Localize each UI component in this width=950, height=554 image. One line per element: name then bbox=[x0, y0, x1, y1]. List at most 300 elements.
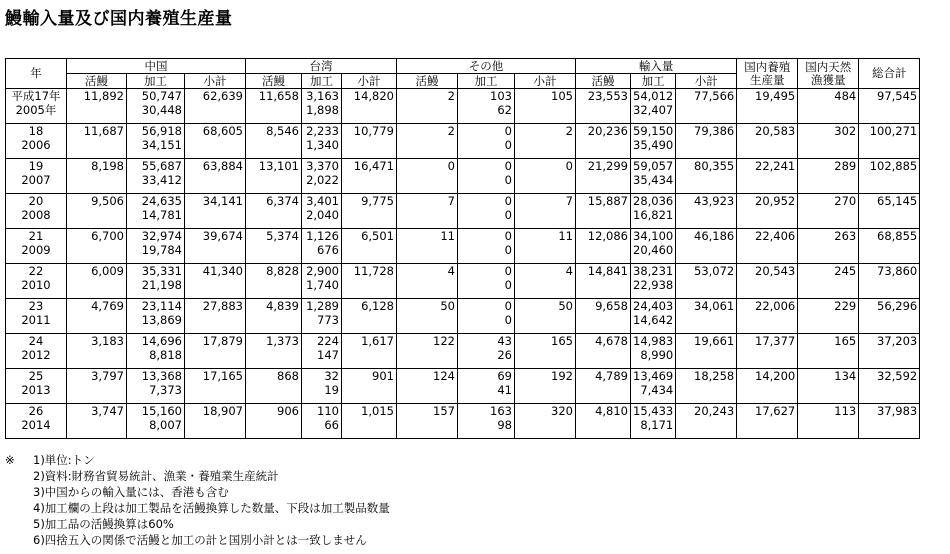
other-processed-value: 0 bbox=[504, 313, 512, 327]
taiwan-processed-cell bbox=[302, 334, 342, 369]
sub-header-live: 活鰻 bbox=[397, 74, 458, 89]
china-processed-cell bbox=[127, 229, 185, 264]
grand-total-cell: 73,860 bbox=[859, 264, 920, 299]
year-cell bbox=[6, 229, 67, 264]
taiwan-processed-value: 3,163 bbox=[306, 89, 339, 103]
table-row bbox=[6, 369, 920, 404]
sub-header-live: 活鰻 bbox=[67, 74, 127, 89]
other-processed-value: 103 bbox=[490, 89, 512, 103]
year-label: 2005年 bbox=[15, 103, 57, 117]
other-processed-value: 0 bbox=[504, 208, 512, 222]
china-processed-value: 33,412 bbox=[141, 173, 182, 187]
other-live-cell: 7 bbox=[397, 194, 458, 229]
china-processed-cell bbox=[127, 194, 185, 229]
group-header-taiwan: 台湾 bbox=[246, 59, 397, 74]
taiwan-subtotal-cell: 10,779 bbox=[342, 124, 397, 159]
year-cell bbox=[6, 194, 67, 229]
other-subtotal-cell: 320 bbox=[515, 404, 576, 439]
other-processed-value: 26 bbox=[497, 348, 512, 362]
footnote-marker: ※ bbox=[5, 453, 15, 467]
year-label: 2013 bbox=[21, 383, 51, 397]
other-processed-value: 0 bbox=[504, 124, 512, 138]
domestic-farm-cell: 17,377 bbox=[737, 334, 798, 369]
table-row bbox=[6, 124, 920, 159]
imports-live-cell: 21,299 bbox=[576, 159, 631, 194]
footnote-4: 4)加工欄の上段は加工製品を活鰻換算した数量、下段は加工製品数量 bbox=[33, 501, 390, 515]
footnote-5: 5)加工品の活鰻換算は60% bbox=[33, 517, 174, 531]
other-live-cell: 124 bbox=[397, 369, 458, 404]
other-live-cell: 11 bbox=[397, 229, 458, 264]
imports-subtotal-cell: 34,061 bbox=[676, 299, 737, 334]
china-live-cell: 3,747 bbox=[67, 404, 127, 439]
imports-subtotal-cell: 80,355 bbox=[676, 159, 737, 194]
china-processed-cell bbox=[127, 334, 185, 369]
other-processed-cell bbox=[458, 124, 515, 159]
year-label: 25 bbox=[28, 369, 44, 383]
other-processed-cell bbox=[458, 369, 515, 404]
imports-processed-cell bbox=[631, 194, 676, 229]
imports-processed-value: 22,938 bbox=[633, 278, 674, 292]
year-header: 年 bbox=[6, 59, 67, 89]
footnote-6: 6)四捨五入の関係で活鰻と加工の計と国別小計とは一致しません bbox=[33, 533, 367, 547]
group-header-china: 中国 bbox=[67, 59, 246, 74]
imports-live-cell: 14,841 bbox=[576, 264, 631, 299]
imports-processed-value: 14,642 bbox=[633, 313, 674, 327]
grand-total-cell: 56,296 bbox=[859, 299, 920, 334]
china-processed-value: 13,368 bbox=[141, 369, 182, 383]
taiwan-live-cell: 6,374 bbox=[246, 194, 302, 229]
imports-processed-value: 16,821 bbox=[633, 208, 674, 222]
china-processed-value: 21,198 bbox=[141, 278, 182, 292]
year-label: 22 bbox=[28, 264, 44, 278]
taiwan-processed-value: 1,126 bbox=[306, 229, 339, 243]
other-live-cell: 50 bbox=[397, 299, 458, 334]
china-processed-value: 15,160 bbox=[141, 404, 182, 418]
taiwan-subtotal-cell: 11,728 bbox=[342, 264, 397, 299]
taiwan-processed-cell bbox=[302, 89, 342, 124]
sub-header-processed: 加工 bbox=[458, 74, 515, 89]
imports-subtotal-cell: 18,258 bbox=[676, 369, 737, 404]
taiwan-processed-value: 2,040 bbox=[306, 208, 339, 222]
footnotes bbox=[5, 452, 390, 548]
domestic-wild-header-line2: 漁獲量 bbox=[811, 72, 846, 87]
imports-processed-value: 35,434 bbox=[633, 173, 674, 187]
china-subtotal-cell: 17,165 bbox=[185, 369, 246, 404]
imports-subtotal-cell: 53,072 bbox=[676, 264, 737, 299]
china-processed-value: 7,373 bbox=[149, 383, 182, 397]
other-processed-cell bbox=[458, 159, 515, 194]
other-subtotal-cell: 4 bbox=[515, 264, 576, 299]
china-processed-value: 14,781 bbox=[141, 208, 182, 222]
china-processed-value: 56,918 bbox=[141, 124, 182, 138]
footnote-text: 1)単位:トン bbox=[33, 453, 95, 467]
imports-processed-cell bbox=[631, 299, 676, 334]
domestic-farm-cell: 22,241 bbox=[737, 159, 798, 194]
china-live-cell: 3,183 bbox=[67, 334, 127, 369]
imports-processed-cell bbox=[631, 334, 676, 369]
table-body bbox=[6, 89, 920, 439]
imports-processed-value: 8,990 bbox=[640, 348, 674, 362]
taiwan-processed-cell bbox=[302, 404, 342, 439]
eel-import-table bbox=[5, 58, 920, 439]
imports-subtotal-cell: 20,243 bbox=[676, 404, 737, 439]
page-title: 鰻輸入量及び国内養殖生産量 bbox=[5, 9, 233, 29]
china-live-cell: 3,797 bbox=[67, 369, 127, 404]
taiwan-processed-cell bbox=[302, 194, 342, 229]
other-subtotal-cell: 50 bbox=[515, 299, 576, 334]
table-row bbox=[6, 334, 920, 369]
taiwan-live-cell: 906 bbox=[246, 404, 302, 439]
china-live-cell: 11,687 bbox=[67, 124, 127, 159]
taiwan-processed-value: 1,340 bbox=[306, 138, 339, 152]
other-live-cell: 4 bbox=[397, 264, 458, 299]
taiwan-live-cell: 8,828 bbox=[246, 264, 302, 299]
taiwan-live-cell: 11,658 bbox=[246, 89, 302, 124]
domestic-wild-cell: 113 bbox=[798, 404, 859, 439]
china-processed-value: 35,331 bbox=[141, 264, 182, 278]
china-processed-value: 23,114 bbox=[141, 299, 182, 313]
grand-total-cell: 37,203 bbox=[859, 334, 920, 369]
other-live-cell: 0 bbox=[397, 159, 458, 194]
china-subtotal-cell: 27,883 bbox=[185, 299, 246, 334]
taiwan-processed-cell bbox=[302, 229, 342, 264]
china-subtotal-cell: 41,340 bbox=[185, 264, 246, 299]
domestic-wild-cell: 263 bbox=[798, 229, 859, 264]
other-subtotal-cell: 192 bbox=[515, 369, 576, 404]
table-row bbox=[6, 299, 920, 334]
china-processed-value: 24,635 bbox=[141, 194, 182, 208]
domestic-wild-cell: 245 bbox=[798, 264, 859, 299]
other-processed-value: 41 bbox=[497, 383, 512, 397]
taiwan-processed-value: 2,022 bbox=[306, 173, 339, 187]
other-processed-value: 0 bbox=[504, 194, 512, 208]
year-label: 21 bbox=[28, 229, 44, 243]
sub-header-live: 活鰻 bbox=[246, 74, 302, 89]
grand-total-cell: 32,592 bbox=[859, 369, 920, 404]
imports-subtotal-cell: 19,661 bbox=[676, 334, 737, 369]
imports-processed-value: 24,403 bbox=[633, 299, 674, 313]
other-processed-value: 98 bbox=[497, 418, 512, 432]
other-processed-cell bbox=[458, 264, 515, 299]
other-live-cell: 157 bbox=[397, 404, 458, 439]
imports-processed-value: 14,983 bbox=[633, 334, 674, 348]
domestic-wild-cell: 270 bbox=[798, 194, 859, 229]
table-row bbox=[6, 404, 920, 439]
taiwan-processed-cell bbox=[302, 124, 342, 159]
other-processed-value: 0 bbox=[504, 299, 512, 313]
other-processed-value: 69 bbox=[497, 369, 512, 383]
imports-processed-cell bbox=[631, 124, 676, 159]
other-processed-value: 0 bbox=[504, 278, 512, 292]
footnote-2: 2)資料:財務省貿易統計、漁業・養殖業生産統計 bbox=[33, 469, 279, 483]
imports-subtotal-cell: 46,186 bbox=[676, 229, 737, 264]
imports-processed-value: 7,434 bbox=[640, 383, 674, 397]
china-live-cell: 6,700 bbox=[67, 229, 127, 264]
imports-processed-value: 28,036 bbox=[633, 194, 674, 208]
china-live-cell: 9,506 bbox=[67, 194, 127, 229]
china-processed-value: 19,784 bbox=[141, 243, 182, 257]
taiwan-live-cell: 13,101 bbox=[246, 159, 302, 194]
year-cell bbox=[6, 369, 67, 404]
china-processed-value: 50,747 bbox=[141, 89, 182, 103]
sub-header-processed: 加工 bbox=[631, 74, 676, 89]
footnote-3: 3)中国からの輸入量には、香港も含む bbox=[33, 485, 229, 499]
other-processed-cell bbox=[458, 404, 515, 439]
domestic-farm-cell: 19,495 bbox=[737, 89, 798, 124]
domestic-farm-cell: 20,952 bbox=[737, 194, 798, 229]
grand-total-cell: 102,885 bbox=[859, 159, 920, 194]
imports-processed-value: 38,231 bbox=[633, 264, 674, 278]
taiwan-processed-value: 676 bbox=[317, 243, 339, 257]
grand-total-cell: 65,145 bbox=[859, 194, 920, 229]
taiwan-subtotal-cell: 6,128 bbox=[342, 299, 397, 334]
other-processed-value: 0 bbox=[504, 173, 512, 187]
header-row-groups bbox=[6, 59, 920, 74]
taiwan-processed-value: 2,233 bbox=[306, 124, 339, 138]
year-cell bbox=[6, 299, 67, 334]
taiwan-processed-cell bbox=[302, 264, 342, 299]
year-label: 2007 bbox=[21, 173, 51, 187]
taiwan-processed-value: 1,740 bbox=[306, 278, 339, 292]
other-processed-cell bbox=[458, 89, 515, 124]
other-processed-value: 163 bbox=[490, 404, 512, 418]
table-row bbox=[6, 229, 920, 264]
other-live-cell: 2 bbox=[397, 89, 458, 124]
year-label: 2012 bbox=[21, 348, 51, 362]
other-processed-cell bbox=[458, 334, 515, 369]
imports-subtotal-cell: 43,923 bbox=[676, 194, 737, 229]
china-processed-cell bbox=[127, 299, 185, 334]
imports-processed-cell bbox=[631, 89, 676, 124]
other-subtotal-cell: 165 bbox=[515, 334, 576, 369]
china-processed-cell bbox=[127, 159, 185, 194]
china-live-cell: 6,009 bbox=[67, 264, 127, 299]
taiwan-processed-value: 1,289 bbox=[306, 299, 339, 313]
year-cell bbox=[6, 159, 67, 194]
domestic-wild-cell: 229 bbox=[798, 299, 859, 334]
taiwan-processed-value: 110 bbox=[317, 404, 339, 418]
taiwan-processed-value: 147 bbox=[317, 348, 339, 362]
grand-total-cell: 37,983 bbox=[859, 404, 920, 439]
year-cell bbox=[6, 334, 67, 369]
taiwan-processed-cell bbox=[302, 299, 342, 334]
other-processed-value: 43 bbox=[497, 334, 512, 348]
china-processed-cell bbox=[127, 369, 185, 404]
imports-live-cell: 4,789 bbox=[576, 369, 631, 404]
taiwan-subtotal-cell: 1,617 bbox=[342, 334, 397, 369]
year-label: 20 bbox=[28, 194, 44, 208]
taiwan-live-cell: 8,546 bbox=[246, 124, 302, 159]
taiwan-processed-value: 66 bbox=[324, 418, 339, 432]
other-subtotal-cell: 0 bbox=[515, 159, 576, 194]
taiwan-subtotal-cell: 6,501 bbox=[342, 229, 397, 264]
taiwan-live-cell: 4,839 bbox=[246, 299, 302, 334]
other-subtotal-cell: 105 bbox=[515, 89, 576, 124]
imports-processed-value: 13,469 bbox=[633, 369, 674, 383]
imports-processed-cell bbox=[631, 404, 676, 439]
table-row bbox=[6, 194, 920, 229]
china-processed-value: 30,448 bbox=[141, 103, 182, 117]
other-subtotal-cell: 11 bbox=[515, 229, 576, 264]
sub-header-processed: 加工 bbox=[302, 74, 342, 89]
imports-live-cell: 23,553 bbox=[576, 89, 631, 124]
domestic-wild-header-line1: 国内天然 bbox=[805, 59, 852, 74]
domestic-wild-cell: 484 bbox=[798, 89, 859, 124]
china-processed-value: 55,687 bbox=[141, 159, 182, 173]
domestic-farm-cell: 17,627 bbox=[737, 404, 798, 439]
other-processed-cell bbox=[458, 194, 515, 229]
group-header-other: その他 bbox=[397, 59, 576, 74]
group-header-imports: 輸入量 bbox=[576, 59, 737, 74]
domestic-wild-cell: 302 bbox=[798, 124, 859, 159]
china-processed-cell bbox=[127, 264, 185, 299]
year-label: 2008 bbox=[21, 208, 51, 222]
taiwan-processed-value: 32 bbox=[324, 369, 339, 383]
year-label: 19 bbox=[28, 159, 44, 173]
taiwan-processed-value: 1,898 bbox=[306, 103, 339, 117]
table-row bbox=[6, 89, 920, 124]
other-processed-value: 0 bbox=[504, 229, 512, 243]
other-subtotal-cell: 7 bbox=[515, 194, 576, 229]
other-processed-value: 0 bbox=[504, 264, 512, 278]
grand-total-cell: 68,855 bbox=[859, 229, 920, 264]
imports-processed-cell bbox=[631, 159, 676, 194]
domestic-farm-header-line1: 国内養殖 bbox=[744, 59, 791, 74]
taiwan-subtotal-cell: 901 bbox=[342, 369, 397, 404]
domestic-farm-header-line2: 生産量 bbox=[750, 72, 785, 87]
domestic-wild-cell: 134 bbox=[798, 369, 859, 404]
year-label: 26 bbox=[28, 404, 44, 418]
china-processed-value: 8,007 bbox=[149, 418, 182, 432]
year-cell bbox=[6, 89, 67, 124]
china-processed-cell bbox=[127, 124, 185, 159]
china-subtotal-cell: 18,907 bbox=[185, 404, 246, 439]
year-label: 2006 bbox=[21, 138, 51, 152]
other-processed-value: 0 bbox=[504, 138, 512, 152]
other-processed-value: 62 bbox=[497, 103, 512, 117]
imports-live-cell: 4,810 bbox=[576, 404, 631, 439]
china-live-cell: 11,892 bbox=[67, 89, 127, 124]
domestic-farm-cell: 20,583 bbox=[737, 124, 798, 159]
imports-subtotal-cell: 79,386 bbox=[676, 124, 737, 159]
taiwan-subtotal-cell: 14,820 bbox=[342, 89, 397, 124]
other-processed-value: 0 bbox=[504, 159, 512, 173]
year-label: 2009 bbox=[21, 243, 51, 257]
table-row bbox=[6, 159, 920, 194]
sub-header-live: 活鰻 bbox=[576, 74, 631, 89]
imports-processed-cell bbox=[631, 229, 676, 264]
sub-header-subtotal: 小計 bbox=[185, 74, 246, 89]
imports-processed-value: 59,150 bbox=[633, 124, 674, 138]
imports-subtotal-cell: 77,566 bbox=[676, 89, 737, 124]
domestic-farm-cell: 20,543 bbox=[737, 264, 798, 299]
china-subtotal-cell: 62,639 bbox=[185, 89, 246, 124]
domestic-wild-header bbox=[798, 59, 859, 89]
imports-processed-value: 54,012 bbox=[633, 89, 674, 103]
china-processed-value: 13,869 bbox=[141, 313, 182, 327]
taiwan-processed-value: 224 bbox=[317, 334, 339, 348]
china-subtotal-cell: 68,605 bbox=[185, 124, 246, 159]
china-processed-value: 34,151 bbox=[141, 138, 182, 152]
total-header: 総合計 bbox=[859, 59, 920, 89]
domestic-farm-cell: 14,200 bbox=[737, 369, 798, 404]
taiwan-processed-cell bbox=[302, 159, 342, 194]
taiwan-subtotal-cell: 9,775 bbox=[342, 194, 397, 229]
imports-processed-value: 8,171 bbox=[640, 418, 674, 432]
imports-live-cell: 4,678 bbox=[576, 334, 631, 369]
domestic-farm-cell: 22,406 bbox=[737, 229, 798, 264]
year-label: 24 bbox=[28, 334, 44, 348]
footnote-1 bbox=[5, 452, 390, 468]
domestic-farm-header bbox=[737, 59, 798, 89]
imports-processed-value: 32,407 bbox=[633, 103, 674, 117]
taiwan-live-cell: 868 bbox=[246, 369, 302, 404]
year-label: 平成17年 bbox=[11, 89, 61, 103]
imports-live-cell: 20,236 bbox=[576, 124, 631, 159]
taiwan-live-cell: 1,373 bbox=[246, 334, 302, 369]
imports-processed-value: 20,460 bbox=[633, 243, 674, 257]
china-processed-cell bbox=[127, 89, 185, 124]
grand-total-cell: 97,545 bbox=[859, 89, 920, 124]
other-subtotal-cell: 2 bbox=[515, 124, 576, 159]
year-cell bbox=[6, 124, 67, 159]
imports-live-cell: 15,887 bbox=[576, 194, 631, 229]
china-live-cell: 8,198 bbox=[67, 159, 127, 194]
domestic-wild-cell: 289 bbox=[798, 159, 859, 194]
china-subtotal-cell: 34,141 bbox=[185, 194, 246, 229]
china-live-cell: 4,769 bbox=[67, 299, 127, 334]
other-live-cell: 2 bbox=[397, 124, 458, 159]
sub-header-subtotal: 小計 bbox=[515, 74, 576, 89]
imports-processed-cell bbox=[631, 369, 676, 404]
year-label: 2014 bbox=[21, 418, 51, 432]
taiwan-processed-value: 3,370 bbox=[306, 159, 339, 173]
taiwan-subtotal-cell: 16,471 bbox=[342, 159, 397, 194]
table-row bbox=[6, 264, 920, 299]
year-label: 2010 bbox=[21, 278, 51, 292]
imports-processed-value: 59,057 bbox=[633, 159, 674, 173]
other-processed-cell bbox=[458, 229, 515, 264]
taiwan-processed-cell bbox=[302, 369, 342, 404]
china-processed-cell bbox=[127, 404, 185, 439]
imports-processed-cell bbox=[631, 264, 676, 299]
other-processed-cell bbox=[458, 299, 515, 334]
year-label: 23 bbox=[28, 299, 44, 313]
other-live-cell: 122 bbox=[397, 334, 458, 369]
year-label: 2011 bbox=[21, 313, 51, 327]
sub-header-processed: 加工 bbox=[127, 74, 185, 89]
year-label: 18 bbox=[28, 124, 44, 138]
domestic-wild-cell: 165 bbox=[798, 334, 859, 369]
imports-live-cell: 12,086 bbox=[576, 229, 631, 264]
imports-processed-value: 34,100 bbox=[633, 229, 674, 243]
sub-header-subtotal: 小計 bbox=[342, 74, 397, 89]
china-processed-value: 32,974 bbox=[141, 229, 182, 243]
imports-processed-value: 15,433 bbox=[633, 404, 674, 418]
china-subtotal-cell: 17,879 bbox=[185, 334, 246, 369]
year-cell bbox=[6, 404, 67, 439]
taiwan-live-cell: 5,374 bbox=[246, 229, 302, 264]
other-processed-value: 0 bbox=[504, 243, 512, 257]
china-subtotal-cell: 63,884 bbox=[185, 159, 246, 194]
imports-live-cell: 9,658 bbox=[576, 299, 631, 334]
taiwan-processed-value: 2,900 bbox=[306, 264, 339, 278]
domestic-farm-cell: 22,006 bbox=[737, 299, 798, 334]
grand-total-cell: 100,271 bbox=[859, 124, 920, 159]
china-subtotal-cell: 39,674 bbox=[185, 229, 246, 264]
taiwan-processed-value: 773 bbox=[317, 313, 339, 327]
taiwan-subtotal-cell: 1,015 bbox=[342, 404, 397, 439]
